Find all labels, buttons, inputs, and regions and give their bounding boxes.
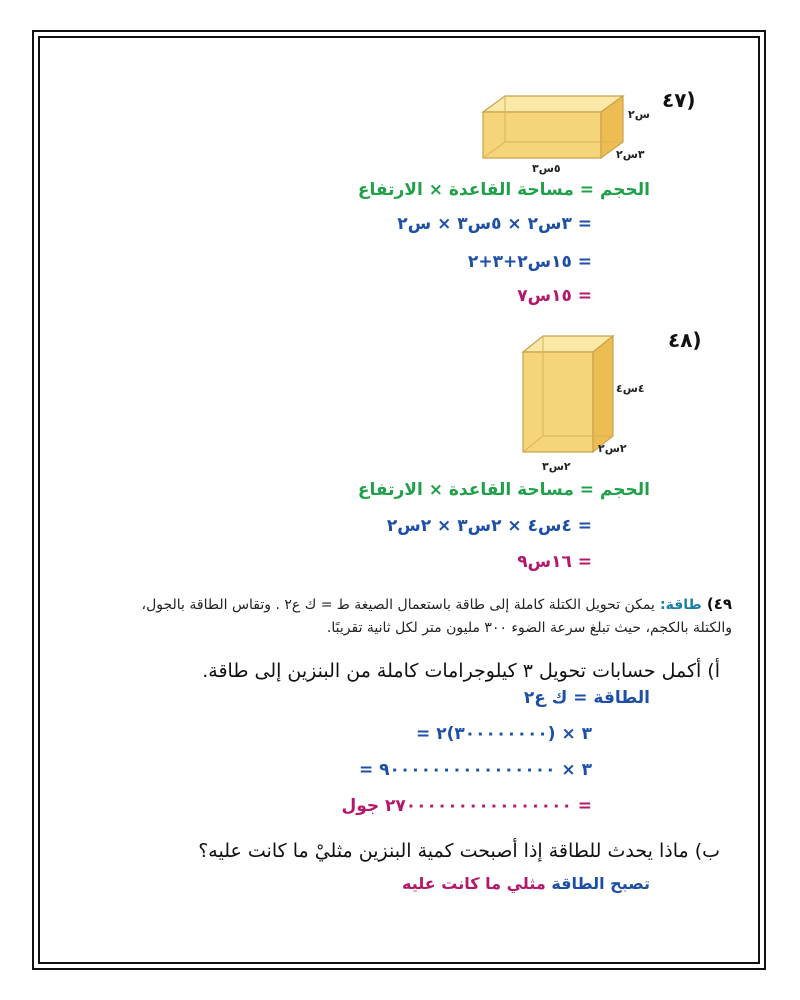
part-b-answer-end: مثلي ما كانت عليه bbox=[402, 874, 546, 893]
question-47-line-3: = ١٥س٢+٣+٢ bbox=[467, 252, 592, 272]
question-47-line-2: = ٣س٢ × ٥س٣ × س٢ bbox=[397, 214, 592, 234]
question-47-number: ٤٧) bbox=[662, 88, 696, 112]
question-49-text-line-1: يمكن تحويل الكتلة كاملة إلى طاقة باستعمال الصيغة ط = ك ع٢ . وتقاس الطاقة بالجول، bbox=[141, 597, 655, 613]
question-48-number: ٤٨) bbox=[668, 328, 702, 352]
box-front-face bbox=[523, 352, 593, 452]
question-49-number: ٤٩) bbox=[706, 595, 732, 613]
box-side-face bbox=[593, 336, 613, 452]
question-48-line-2: = ٤س٤ × ٢س٣ × ٢س٢ bbox=[386, 516, 592, 536]
question-47-height-label: س٢ bbox=[628, 108, 650, 121]
question-48-height-label: ٤س٤ bbox=[616, 382, 645, 395]
question-48-box-figure bbox=[518, 332, 618, 458]
part-a-line-3: = ٣ × ٩٠٠٠٠٠٠٠٠٠٠٠٠٠٠٠٠ bbox=[358, 760, 592, 780]
question-49-keyword: طاقة: bbox=[660, 597, 702, 613]
part-a-line-1: الطاقة = ك ع٢ bbox=[523, 688, 650, 708]
box-top-face bbox=[483, 96, 623, 112]
question-48-line-3: = ١٦س٩ bbox=[517, 552, 592, 572]
question-48-width-label: ٢س٢ bbox=[598, 442, 627, 455]
part-b-answer-start: تصبح الطاقة bbox=[551, 874, 650, 893]
question-47-length-label: ٥س٣ bbox=[532, 162, 561, 175]
box-front-face bbox=[483, 112, 601, 158]
question-47-line-4: = ١٥س٧ bbox=[517, 286, 592, 306]
question-49-text-line-2: والكتلة بالكجم، حيث تبلغ سرعة الضوء ٣٠٠ مليون متر لكل ثانية تقريبًا. bbox=[326, 620, 732, 636]
page-border-inner bbox=[38, 36, 760, 964]
question-49-header bbox=[142, 594, 732, 613]
part-a-line-2: = ٣ × (٣٠٠٠٠٠٠٠٠)٢ bbox=[416, 724, 592, 744]
question-47-box-figure bbox=[478, 92, 628, 164]
question-47-line-1: الحجم = مساحة القاعدة × الارتفاع bbox=[357, 180, 650, 200]
question-48-line-1: الحجم = مساحة القاعدة × الارتفاع bbox=[357, 480, 650, 500]
part-b-answer bbox=[402, 874, 650, 893]
question-49-part-b: ب) ماذا يحدث للطاقة إذا أصبحت كمية البنزين مثليْ ما كانت عليه؟ bbox=[198, 840, 720, 862]
part-a-line-4: = ٢٧٠٠٠٠٠٠٠٠٠٠٠٠٠٠٠٠ جول bbox=[341, 796, 592, 816]
question-49-part-a: أ) أكمل حسابات تحويل ٣ كيلوجرامات كاملة من البنزين إلى طاقة. bbox=[202, 660, 720, 682]
question-48-length-label: ٢س٣ bbox=[542, 460, 571, 473]
question-47-width-label: ٣س٢ bbox=[616, 148, 645, 161]
